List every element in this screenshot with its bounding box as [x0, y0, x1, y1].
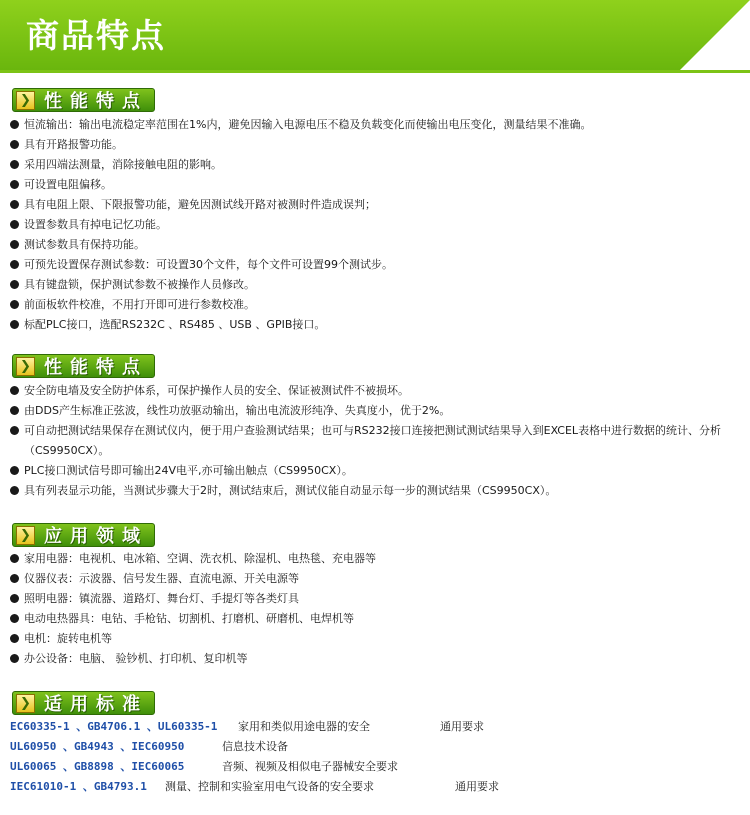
list-item: 由DDS产生标准正弦波，线性功放驱动输出，输出电流波形纯净、失真度小，优于2%。 — [10, 401, 745, 421]
chevron-right-icon: ❯ — [16, 357, 35, 376]
standard-code: EC60335-1 、GB4706.1 、UL60335-1 — [10, 720, 218, 733]
standard-description: 家用和类似用途电器的安全 — [238, 720, 370, 733]
bullet-dot-icon — [10, 486, 19, 495]
bullet-dot-icon — [10, 554, 19, 563]
bullet-dot-icon — [10, 260, 19, 269]
list-item: 前面板软件校准，不用打开即可进行参数校准。 — [10, 295, 745, 315]
list-item: 具有键盘锁，保护测试参数不被操作人员修改。 — [10, 275, 745, 295]
section-title: 性能特点 — [44, 91, 148, 112]
standard-code: IEC61010-1 、GB4793.1 — [10, 780, 147, 793]
list-item: 电动电热器具：电钻、手枪钻、切割机、打磨机、研磨机、电焊机等 — [10, 609, 745, 629]
list-item: 仪器仪表：示波器、信号发生器、直流电源、开关电源等 — [10, 569, 745, 589]
standard-code: UL60950 、GB4943 、IEC60950 — [10, 740, 185, 753]
standard-description: 测量、控制和实验室用电气设备的安全要求 — [165, 780, 374, 793]
standard-note: 通用要求 — [440, 720, 484, 733]
bullet-dot-icon — [10, 654, 19, 663]
list-item: 标配PLC接口，选配RS232C 、RS485 、USB 、GPIB接口。 — [10, 315, 745, 335]
bullet-dot-icon — [10, 466, 19, 475]
bullet-dot-icon — [10, 200, 19, 209]
section-title: 应用领域 — [44, 526, 148, 547]
bullet-dot-icon — [10, 300, 19, 309]
bullet-dot-icon — [10, 426, 19, 435]
page-curl — [680, 0, 750, 70]
section-title: 适用标准 — [44, 694, 148, 715]
bullet-dot-icon — [10, 220, 19, 229]
bullet-dot-icon — [10, 406, 19, 415]
standard-description: 信息技术设备 — [222, 740, 288, 753]
section-tag — [12, 523, 155, 547]
bullet-dot-icon — [10, 614, 19, 623]
application-list — [10, 549, 745, 669]
bullet-dot-icon — [10, 594, 19, 603]
list-item: 采用四端法测量，消除接触电阻的影响。 — [10, 155, 745, 175]
feature-list-2 — [10, 381, 745, 501]
list-item: 可设置电阻偏移。 — [10, 175, 745, 195]
bullet-dot-icon — [10, 120, 19, 129]
list-item: 安全防电墙及安全防护体系，可保护操作人员的安全、保证被测试件不被损坏。 — [10, 381, 745, 401]
bullet-dot-icon — [10, 320, 19, 329]
list-item: 可预先设置保存测试参数：可设置30个文件，每个文件可设置99个测试步。 — [10, 255, 745, 275]
standard-note: 通用要求 — [455, 780, 499, 793]
list-item: 恒流输出：输出电流稳定率范围在1%内，避免因输入电源电压不稳及负载变化而使输出电压变化，测量结果不准确。 — [10, 115, 745, 135]
list-item: 家用电器：电视机、电冰箱、空调、洗衣机、除湿机、电热毯、充电器等 — [10, 549, 745, 569]
list-item: 具有列表显示功能，当测试步骤大于2时，测试结束后，测试仪能自动显示每一步的测试结果（CS9950CX）。 — [10, 481, 745, 501]
section-header-performance-2 — [12, 353, 155, 379]
chevron-right-icon: ❯ — [16, 694, 35, 713]
section-tag — [12, 354, 155, 378]
bullet-dot-icon — [10, 634, 19, 643]
section-header-standards — [12, 690, 155, 716]
list-item: 设置参数具有掉电记忆功能。 — [10, 215, 745, 235]
bullet-dot-icon — [10, 180, 19, 189]
list-item: 可自动把测试结果保存在测试仪内，便于用户查验测试结果；也可与RS232接口连接把测试测试结果导入到EXCEL表格中进行数据的统计、分析（CS9950CX）。 — [10, 421, 745, 461]
bullet-dot-icon — [10, 240, 19, 249]
page-banner — [0, 0, 750, 70]
section-tag — [12, 691, 155, 715]
list-item: 具有开路报警功能。 — [10, 135, 745, 155]
section-tag — [12, 88, 155, 112]
section-header-performance-1 — [12, 87, 155, 113]
chevron-right-icon: ❯ — [16, 91, 35, 110]
bullet-dot-icon — [10, 386, 19, 395]
banner-divider — [0, 70, 750, 73]
list-item: 照明电器：镇流器、道路灯、舞台灯、手提灯等各类灯具 — [10, 589, 745, 609]
list-item: PLC接口测试信号即可输出24V电平,亦可输出触点（CS9950CX）。 — [10, 461, 745, 481]
bullet-dot-icon — [10, 160, 19, 169]
list-item: 具有电阻上限、下限报警功能，避免因测试线开路对被测时件造成误判； — [10, 195, 745, 215]
list-item: 电机：旋转电机等 — [10, 629, 745, 649]
standard-code: UL60065 、GB8898 、IEC60065 — [10, 760, 185, 773]
bullet-dot-icon — [10, 280, 19, 289]
section-header-applications — [12, 522, 155, 548]
section-title: 性能特点 — [44, 357, 148, 378]
chevron-right-icon: ❯ — [16, 526, 35, 545]
banner-title: 商品特点 — [26, 16, 166, 55]
feature-list-1 — [10, 115, 745, 335]
bullet-dot-icon — [10, 140, 19, 149]
list-item: 办公设备：电脑、 验钞机、打印机、复印机等 — [10, 649, 745, 669]
standard-description: 音频、视频及相似电子器械安全要求 — [222, 760, 398, 773]
bullet-dot-icon — [10, 574, 19, 583]
list-item: 测试参数具有保持功能。 — [10, 235, 745, 255]
